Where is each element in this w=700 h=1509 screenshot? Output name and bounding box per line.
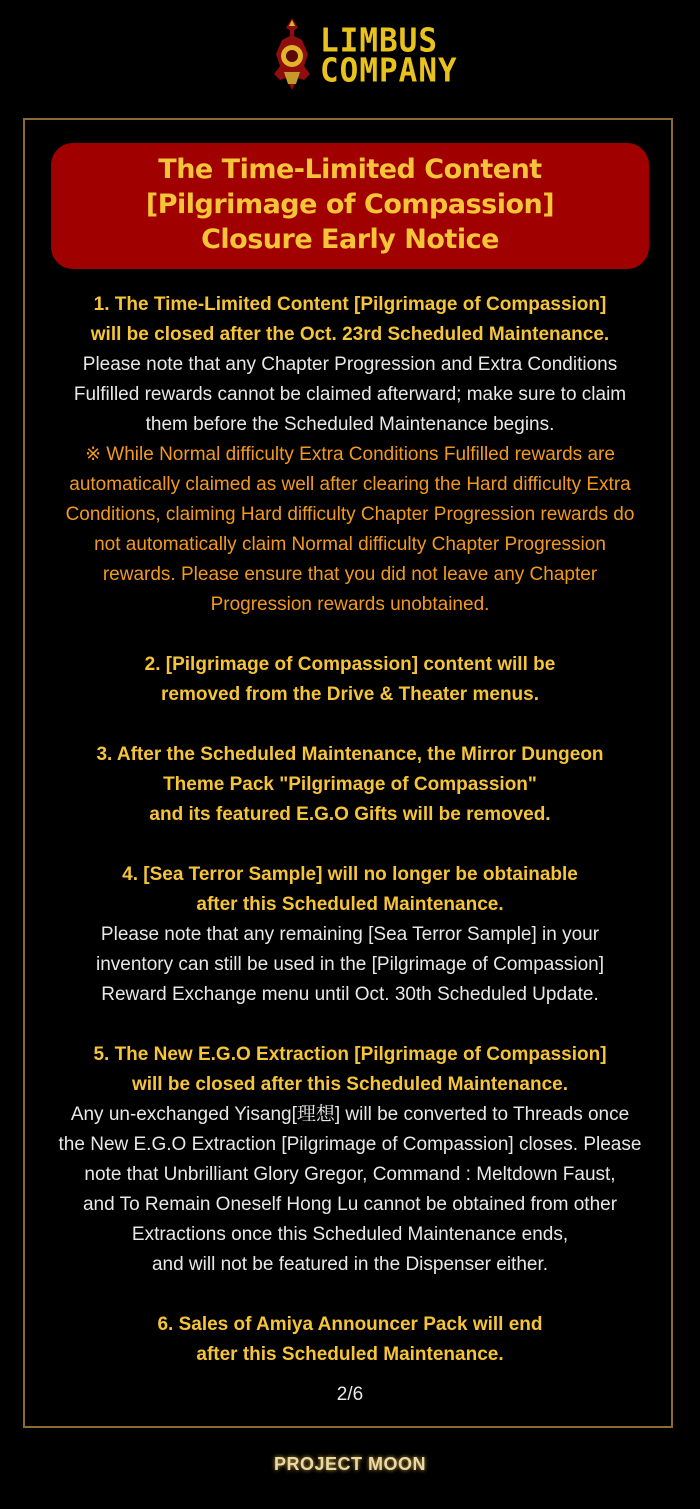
section-heading-line: 5. The New E.G.O Extraction [Pilgrimage of Compassion] <box>93 1044 607 1065</box>
section-body-line: and will not be featured in the Dispenser either. <box>151 1254 549 1275</box>
section-body-line: Please note that any Chapter Progression and Extra Conditions <box>82 354 618 375</box>
section-note-line: automatically claimed as well after clearing the Hard difficulty Extra <box>69 474 631 495</box>
section-note-line: Conditions, claiming Hard difficulty Chapter Progression rewards do <box>65 504 635 525</box>
section-body-line: note that Unbrilliant Glory Gregor, Command : Meltdown Faust, <box>84 1164 616 1185</box>
section-body-line: Please note that any remaining [Sea Terror Sample] in your <box>100 924 600 945</box>
section-spacer <box>26 620 674 650</box>
section-heading-line: 2. [Pilgrimage of Compassion] content will be <box>144 654 556 675</box>
notice-section-5 <box>26 1040 674 1280</box>
section-heading-line: 4. [Sea Terror Sample] will no longer be obtainable <box>122 864 578 885</box>
page-indicator: 2/6 <box>336 1384 364 1405</box>
notice-section-2 <box>26 650 674 710</box>
section-body-line: inventory can still be used in the [Pilgrimage of Compassion] <box>96 954 604 975</box>
section-heading-line: removed from the Drive & Theater menus. <box>161 684 539 705</box>
section-heading-line: and its featured E.G.O Gifts will be removed. <box>149 804 551 825</box>
section-heading-line: Theme Pack "Pilgrimage of Compassion" <box>163 774 537 795</box>
section-spacer <box>26 830 674 860</box>
notice-section-4 <box>26 860 674 1010</box>
section-body-line: Reward Exchange menu until Oct. 30th Scheduled Update. <box>101 984 599 1005</box>
notice-body <box>26 290 674 1370</box>
title-line: Closure Early Notice <box>201 224 499 255</box>
notice-section-3 <box>26 740 674 830</box>
logo-emblem-icon <box>264 14 320 98</box>
notice-section-1 <box>26 290 674 620</box>
section-heading-line: 6. Sales of Amiya Announcer Pack will end <box>157 1314 543 1335</box>
section-heading-line: 3. After the Scheduled Maintenance, the Mirror Dungeon <box>96 744 604 765</box>
section-body-line: and To Remain Oneself Hong Lu cannot be obtained from other <box>82 1194 618 1215</box>
section-heading-line: after this Scheduled Maintenance. <box>196 1344 504 1365</box>
section-heading-line: after this Scheduled Maintenance. <box>196 894 504 915</box>
logo-wordmark: LIMBUS COMPANY <box>320 22 458 90</box>
section-heading-line: will be closed after this Scheduled Maintenance. <box>131 1074 569 1095</box>
section-heading-line: 1. The Time-Limited Content [Pilgrimage of Compassion] <box>93 294 607 315</box>
section-note-line: Progression rewards unobtained. <box>210 594 490 615</box>
notice-section-6 <box>26 1310 674 1370</box>
section-body-line: Extractions once this Scheduled Maintenance ends, <box>131 1224 569 1245</box>
section-spacer <box>26 710 674 740</box>
section-body-line: Fulfilled rewards cannot be claimed afterward; make sure to claim <box>73 384 627 405</box>
notice-title-banner <box>51 143 649 269</box>
section-spacer <box>26 1010 674 1040</box>
section-spacer <box>26 1280 674 1310</box>
section-body-line: the New E.G.O Extraction [Pilgrimage of Compassion] closes. Please <box>58 1134 642 1155</box>
title-line: The Time-Limited Content <box>158 154 542 185</box>
section-heading-line: will be closed after the Oct. 23rd Scheduled Maintenance. <box>90 324 610 345</box>
section-body-line: them before the Scheduled Maintenance begins. <box>145 414 555 435</box>
project-moon-footer: PROJECT MOON <box>273 1454 426 1474</box>
section-body-line: Any un-exchanged Yisang[理想] will be converted to Threads once <box>70 1104 630 1125</box>
limbus-company-logo <box>264 14 458 98</box>
title-line: [Pilgrimage of Compassion] <box>145 189 555 220</box>
section-note-line: not automatically claim Normal difficulty Chapter Progression <box>94 534 606 555</box>
section-note-line: ※ While Normal difficulty Extra Conditions Fulfilled rewards are <box>85 444 615 465</box>
section-note-line: rewards. Please ensure that you did not leave any Chapter <box>102 564 598 585</box>
